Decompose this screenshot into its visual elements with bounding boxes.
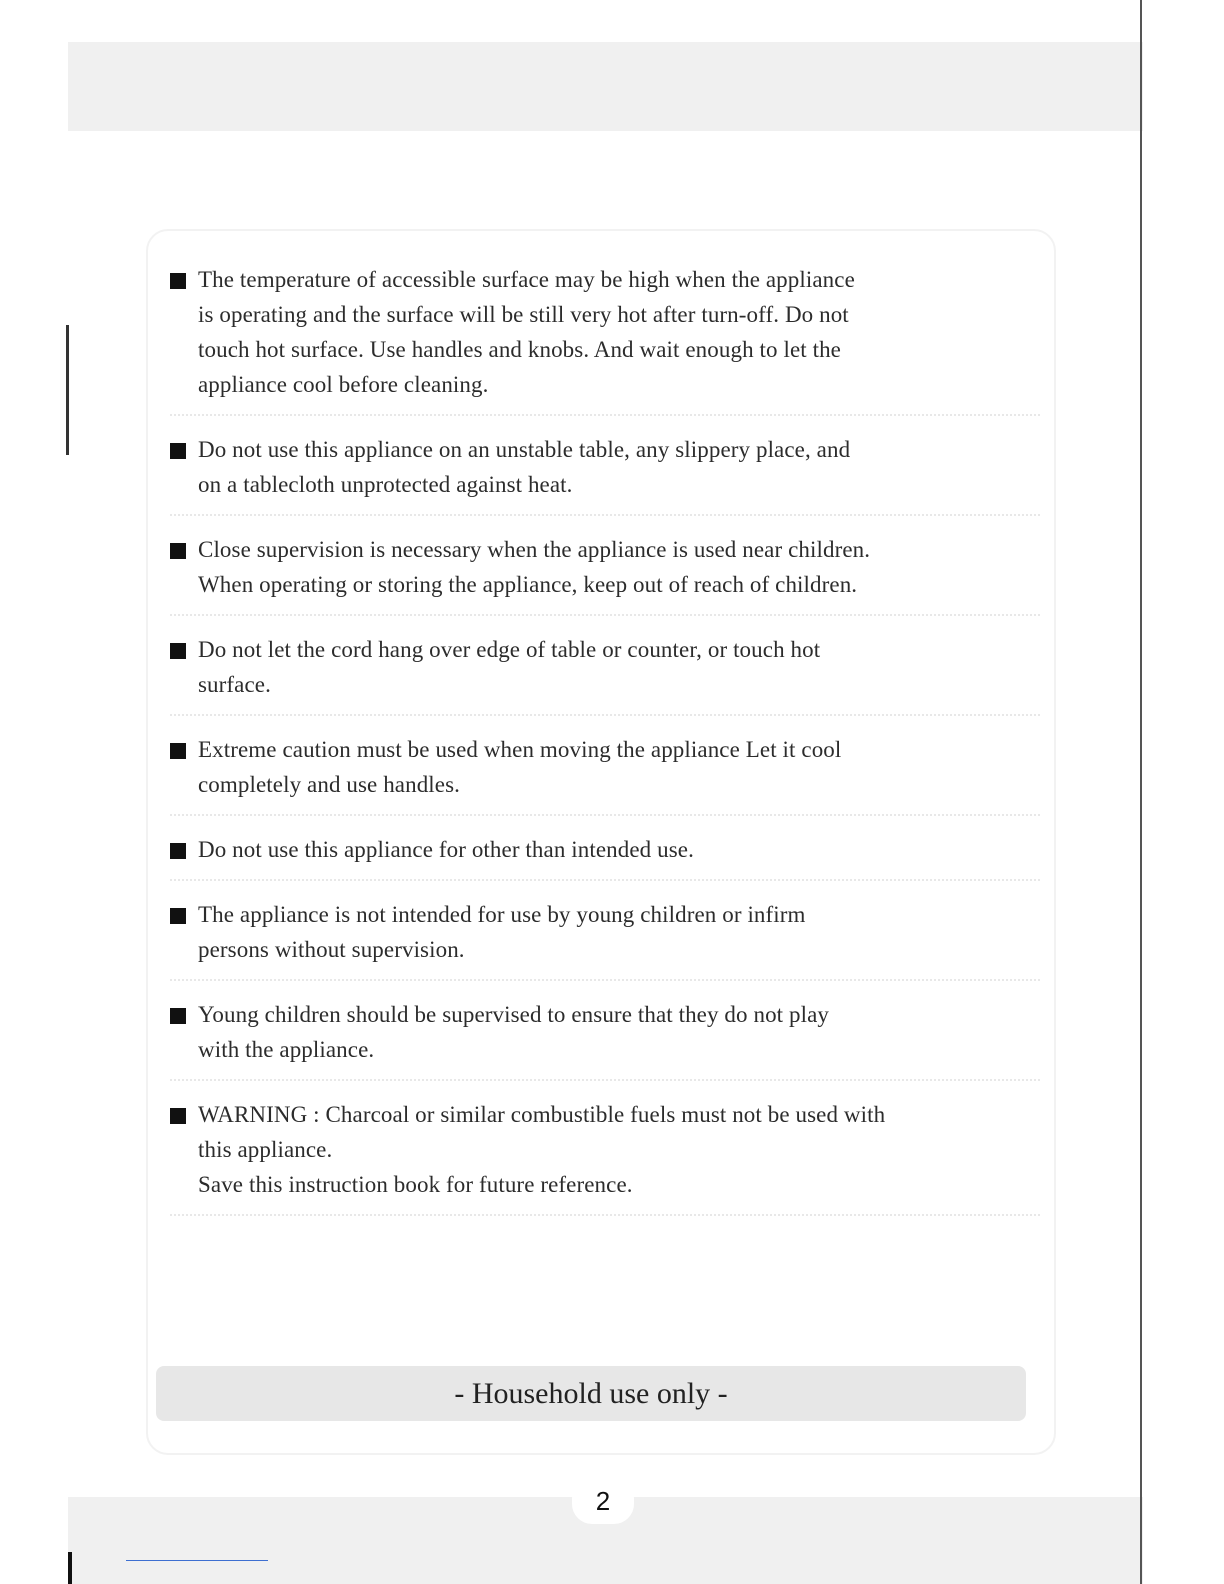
square-bullet-icon [170,908,186,924]
warning-item [170,432,1040,516]
warning-line: Do not use this appliance for other than intended use. [198,837,694,862]
square-bullet-icon [170,273,186,289]
warning-item [170,532,1040,616]
left-corner-mark [68,1552,72,1584]
right-edge-line [1140,0,1142,1584]
warning-line: is operating and the surface will be still very hot after turn-off. Do not [198,302,849,327]
square-bullet-icon [170,743,186,759]
warning-line: surface. [198,672,271,697]
warning-item [170,897,1040,981]
warning-line: with the appliance. [198,1037,375,1062]
warning-line: Close supervision is necessary when the appliance is used near children. [198,537,871,562]
warning-item [170,1097,1040,1216]
warning-line: Save this instruction book for future reference. [198,1172,633,1197]
left-scan-mark [66,325,69,455]
warning-list [170,262,1040,1216]
warning-line: appliance cool before cleaning. [198,372,489,397]
warning-item [170,632,1040,716]
warning-line: The appliance is not intended for use by young children or infirm [198,902,806,927]
square-bullet-icon [170,1108,186,1124]
square-bullet-icon [170,443,186,459]
warning-item [170,997,1040,1081]
warning-item [170,732,1040,816]
warning-line: The temperature of accessible surface may be high when the appliance [198,267,855,292]
warning-line: on a tablecloth unprotected against heat. [198,472,573,497]
warning-line: Young children should be supervised to ensure that they do not play [198,1002,830,1027]
warning-line: Do not let the cord hang over edge of table or counter, or touch hot [198,637,821,662]
warning-line: Extreme caution must be used when moving the appliance Let it cool [198,737,842,762]
square-bullet-icon [170,543,186,559]
warning-line: touch hot surface. Use handles and knobs. And wait enough to let the [198,337,841,362]
top-decorative-band [68,42,1143,131]
warning-line: this appliance. [198,1137,333,1162]
page-number: 2 [572,1478,634,1524]
warning-item [170,832,1040,881]
warning-line: WARNING : Charcoal or similar combustible fuels must not be used with [198,1102,886,1127]
bottom-blue-rule [126,1560,268,1561]
warning-line: persons without supervision. [198,937,465,962]
square-bullet-icon [170,843,186,859]
household-use-banner: - Household use only - [156,1366,1026,1421]
warning-line: Do not use this appliance on an unstable table, any slippery place, and [198,437,851,462]
warning-line: completely and use handles. [198,772,461,797]
warning-item [170,262,1040,416]
square-bullet-icon [170,1008,186,1024]
square-bullet-icon [170,643,186,659]
warning-line: When operating or storing the appliance, keep out of reach of children. [198,572,858,597]
